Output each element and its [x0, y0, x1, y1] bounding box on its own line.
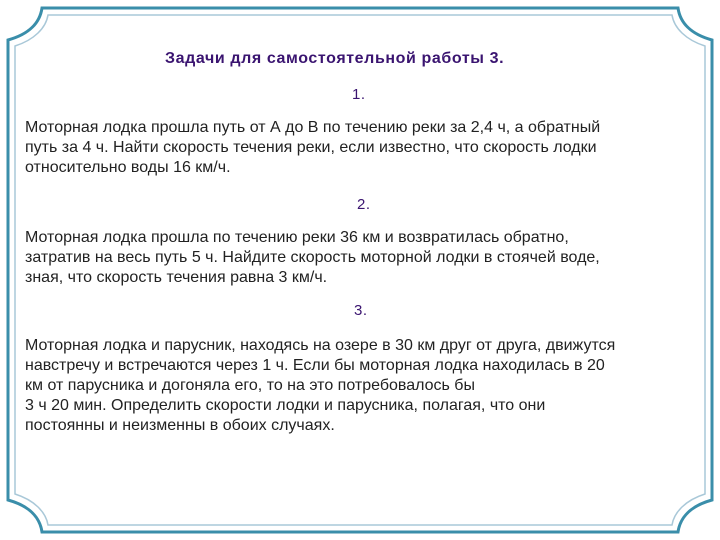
- task-1-line: путь за 4 ч. Найти скорость течения реки, если известно, что скорость лодки: [25, 139, 597, 156]
- page-title: Задачи для самостоятельной работы 3.: [165, 50, 505, 67]
- task-1-line: Моторная лодка прошла путь от А до В по течению реки за 2,4 ч, а обратный: [25, 119, 601, 136]
- task-2-line: затратив на весь путь 5 ч. Найдите скорость моторной лодки в стоячей воде,: [25, 249, 600, 266]
- task-3-number: 3.: [354, 302, 368, 319]
- task-1-number: 1.: [352, 86, 366, 103]
- task-2-number: 2.: [357, 196, 371, 213]
- task-2-line: зная, что скорость течения равна 3 км/ч.: [25, 269, 328, 286]
- task-3-line: постоянны и неизменны в обоих случаях.: [25, 417, 335, 434]
- task-1-line: относительно воды 16 км/ч.: [25, 159, 231, 176]
- task-1-text: [25, 118, 705, 178]
- task-2-line: Моторная лодка прошла по течению реки 36 км и возвратилась обратно,: [25, 229, 569, 246]
- task-3-text: [25, 336, 705, 436]
- task-3-line: Моторная лодка и парусник, находясь на озере в 30 км друг от друга, движутся: [25, 337, 616, 354]
- task-2-text: [25, 228, 705, 288]
- task-3-line: навстречу и встречаются через 1 ч. Если бы моторная лодка находилась в 20: [25, 357, 605, 374]
- task-3-line: км от парусника и догоняла его, то на это потребовалось бы: [25, 377, 475, 394]
- task-3-line: 3 ч 20 мин. Определить скорости лодки и парусника, полагая, что они: [25, 397, 546, 414]
